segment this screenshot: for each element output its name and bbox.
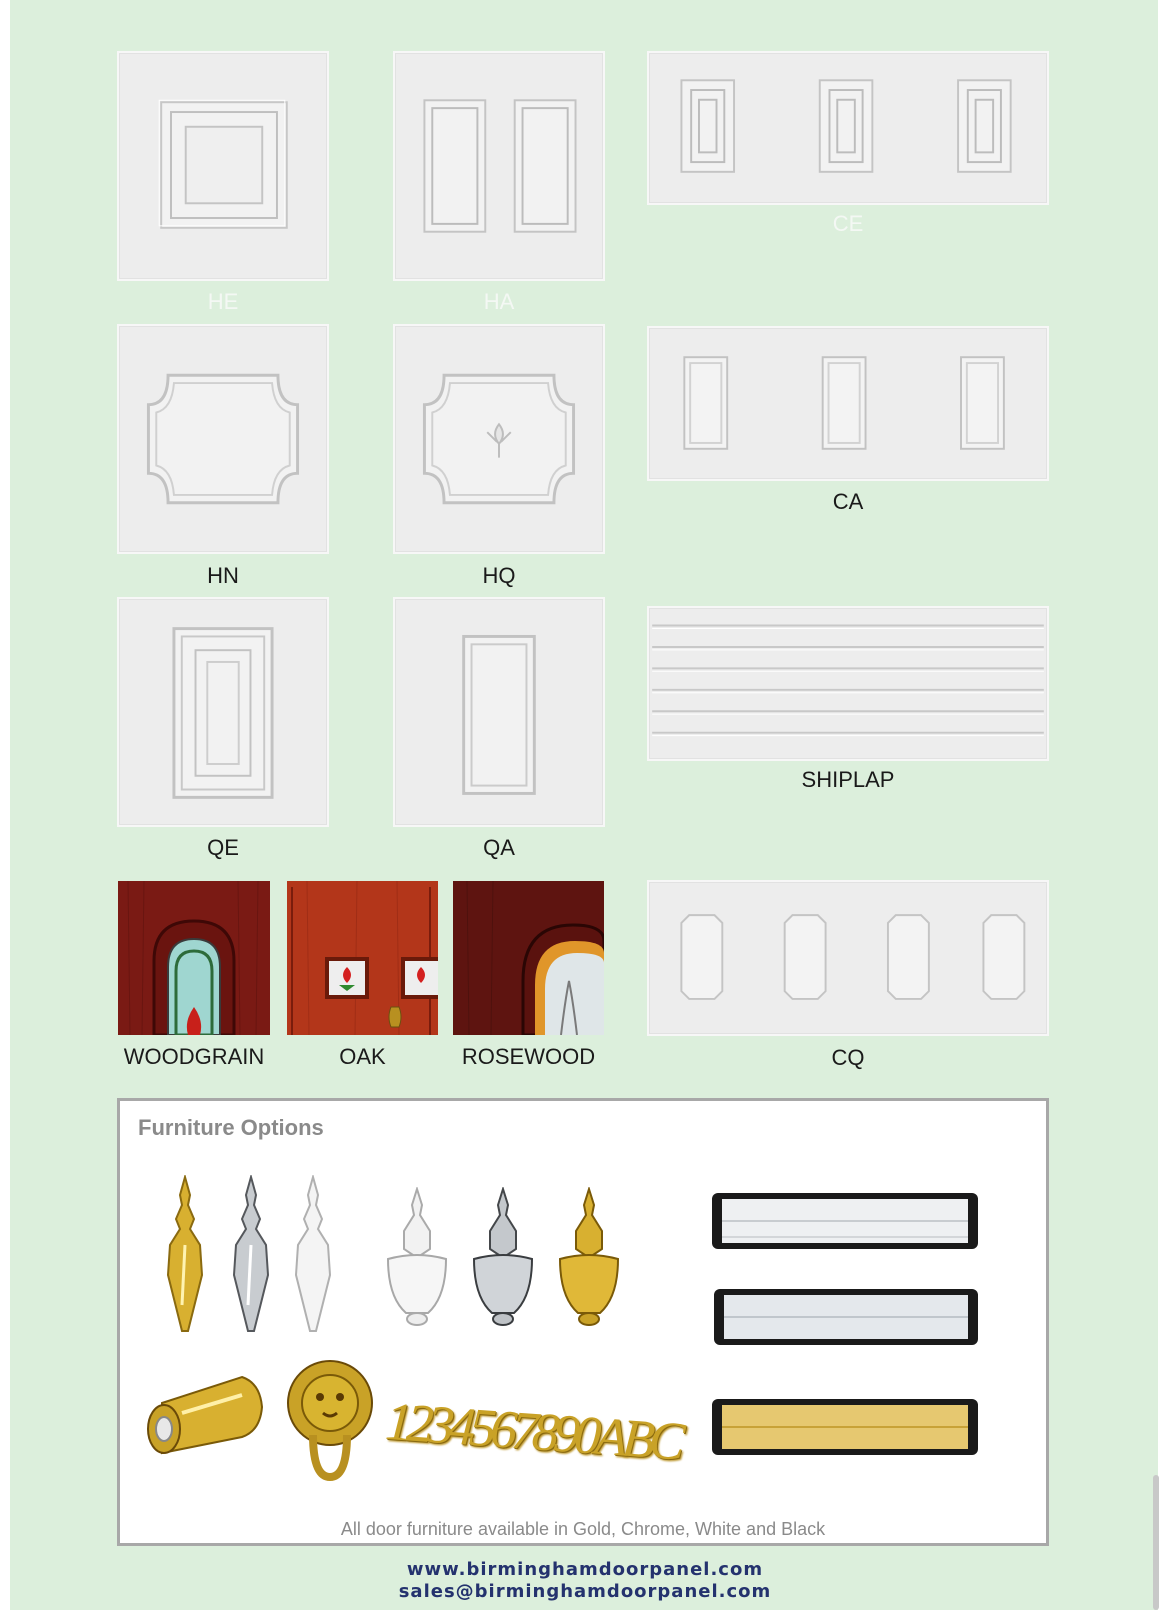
finish-woodgrain-label: WOODGRAIN — [123, 1044, 265, 1069]
furniture-options-title: Furniture Options — [138, 1115, 324, 1140]
finish-woodgrain-photo — [118, 881, 270, 1035]
lion-knocker-icon — [285, 1357, 375, 1481]
door-viewer-icon — [142, 1363, 272, 1463]
gold-knocker-icon — [554, 1187, 624, 1327]
finish-rosewood-photo — [453, 881, 604, 1035]
white-handle-icon — [288, 1175, 338, 1335]
finish-oak-label: OAK — [339, 1044, 386, 1069]
furniture-options-box — [117, 1098, 1049, 1546]
panel-ca — [647, 326, 1049, 481]
email-address[interactable]: sales@birminghamdoorpanel.com — [398, 1581, 772, 1602]
panel-hn — [117, 324, 329, 554]
panel-ca-label: CA — [832, 489, 864, 514]
white-letterplate-icon — [712, 1287, 980, 1351]
panel-ha — [393, 51, 605, 281]
panel-qa-label: QA — [483, 835, 515, 860]
chrome-handle-icon — [226, 1175, 276, 1335]
panel-ce — [647, 51, 1049, 205]
brass-numerals: 1234567890ABC — [383, 1390, 682, 1472]
website-address[interactable]: www.birminghamdoorpanel.com — [406, 1559, 764, 1580]
panel-he-label: HE — [207, 289, 239, 314]
gold-letterplate-icon — [710, 1397, 980, 1461]
panel-hq-label: HQ — [482, 563, 516, 588]
panel-qe-label: QE — [207, 835, 239, 860]
panel-qa — [393, 597, 605, 827]
panel-qe — [117, 597, 329, 827]
panel-he — [117, 51, 329, 281]
panel-hn-label: HN — [207, 563, 239, 588]
panel-shiplap-label: SHIPLAP — [801, 767, 895, 792]
gold-handle-icon — [160, 1175, 210, 1335]
panel-ce-label: CE — [832, 211, 864, 236]
chrome-knocker-icon — [468, 1187, 538, 1327]
panel-hq — [393, 324, 605, 554]
panel-cq — [647, 880, 1049, 1036]
panel-ha-label: HA — [483, 289, 515, 314]
finish-rosewood-label: ROSEWOOD — [461, 1044, 596, 1069]
finish-oak-photo — [287, 881, 438, 1035]
panel-cq-label: CQ — [831, 1045, 865, 1070]
panel-shiplap — [647, 606, 1049, 761]
furniture-availability-note: All door furniture available in Gold, Chrome, White and Black — [340, 1519, 826, 1539]
white-knocker-icon — [382, 1187, 452, 1327]
chrome-letterplate-icon — [710, 1191, 980, 1255]
